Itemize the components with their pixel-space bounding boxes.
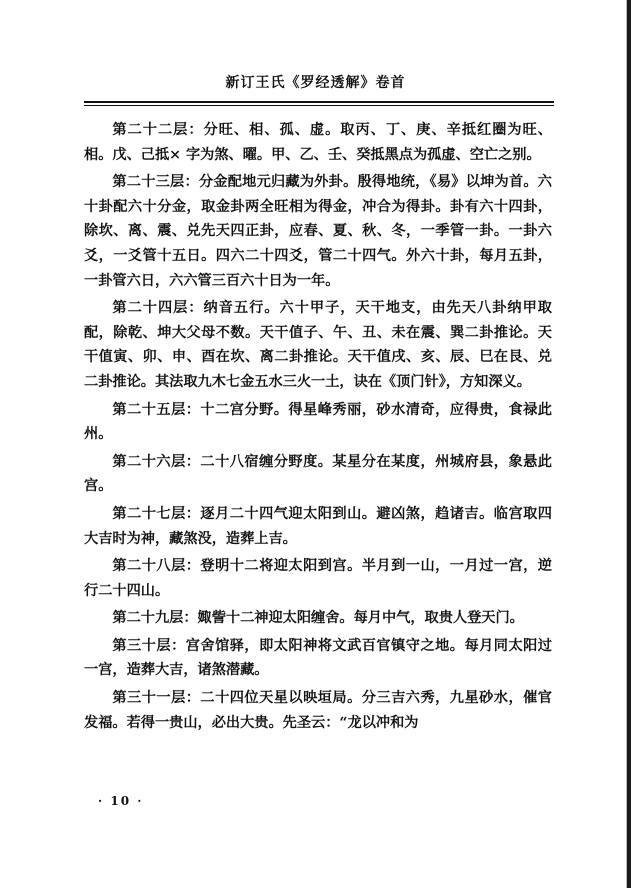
header-rule-thin (84, 105, 554, 106)
header-rule-thick (84, 101, 554, 103)
paragraph-layer-26: 第二十六层：二十八宿缠分野度。某星分在某度，州城府县，象悬此宫。 (84, 453, 552, 495)
paragraph-layer-22: 第二十二层：分旺、相、孤、虚。取丙、丁、庚、辛抵红圈为旺、相。戊、己抵× 字为煞、曜。甲、乙、壬、癸抵黑点为孤虚、空亡之别。 (84, 122, 552, 163)
paragraph-layer-23: 第二十三层：分金配地元归藏为外卦。殷得地统，《易》以坤为首。六十卦配六十分金，取金卦两全旺相为得金，冲合为得卦。卦有六十四卦，除坎、离、震、兑先天四正卦，应春、夏、秋、冬，一季管一卦。一卦六爻，一爻管十五日。四六二十四爻，管二十四气。外六十卦，每月五卦，一卦管六日，六六管三百六十日为一年。 (84, 174, 552, 289)
body-text (84, 118, 552, 738)
page-edge (627, 0, 631, 888)
paragraph-layer-24: 第二十四层：纳音五行。六十甲子，天干地支，由先天八卦纳甲取配，除乾、坤大父母不数。天干值子、午、丑、未在震、巽二卦推论。天干值寅、卯、申、酉在坎、离二卦推论。天干值戌、亥、辰、巳在艮、兑二卦推论。其法取九木七金五水三火一土，诀在《顶门针》，方知深义。 (84, 300, 552, 390)
running-header: 新订王氏《罗经透解》卷首 (225, 75, 406, 91)
page-number: · 10 · (98, 794, 144, 808)
paragraph-layer-25: 第二十五层：十二宫分野。得星峰秀丽，砂水清奇，应得贵，食禄此州。 (84, 401, 552, 443)
paragraph-layer-31: 第三十一层：二十四位天星以映垣局。分三吉六秀，九星砂水，催官发福。若得一贵山，必出大贵。先圣云：“龙以冲和为 (84, 690, 552, 731)
paragraph-layer-27: 第二十七层：逐月二十四气迎太阳到山。避凶煞，趋诸吉。临宫取四大吉时为神，藏煞没，造葬上吉。 (84, 505, 552, 547)
paragraph-layer-29: 第二十九层：娵訾十二神迎太阳缠舍。每月中气，取贵人登天门。 (112, 610, 524, 627)
paragraph-layer-30: 第三十层：宫舍馆驿，即太阳神将文武百官镇守之地。每月同太阳过一宫，造葬大吉，诸煞潜藏。 (84, 637, 552, 679)
paragraph-layer-28: 第二十八层：登明十二将迎太阳到宫。半月到一山，一月过一宫，逆行二十四山。 (84, 558, 552, 599)
